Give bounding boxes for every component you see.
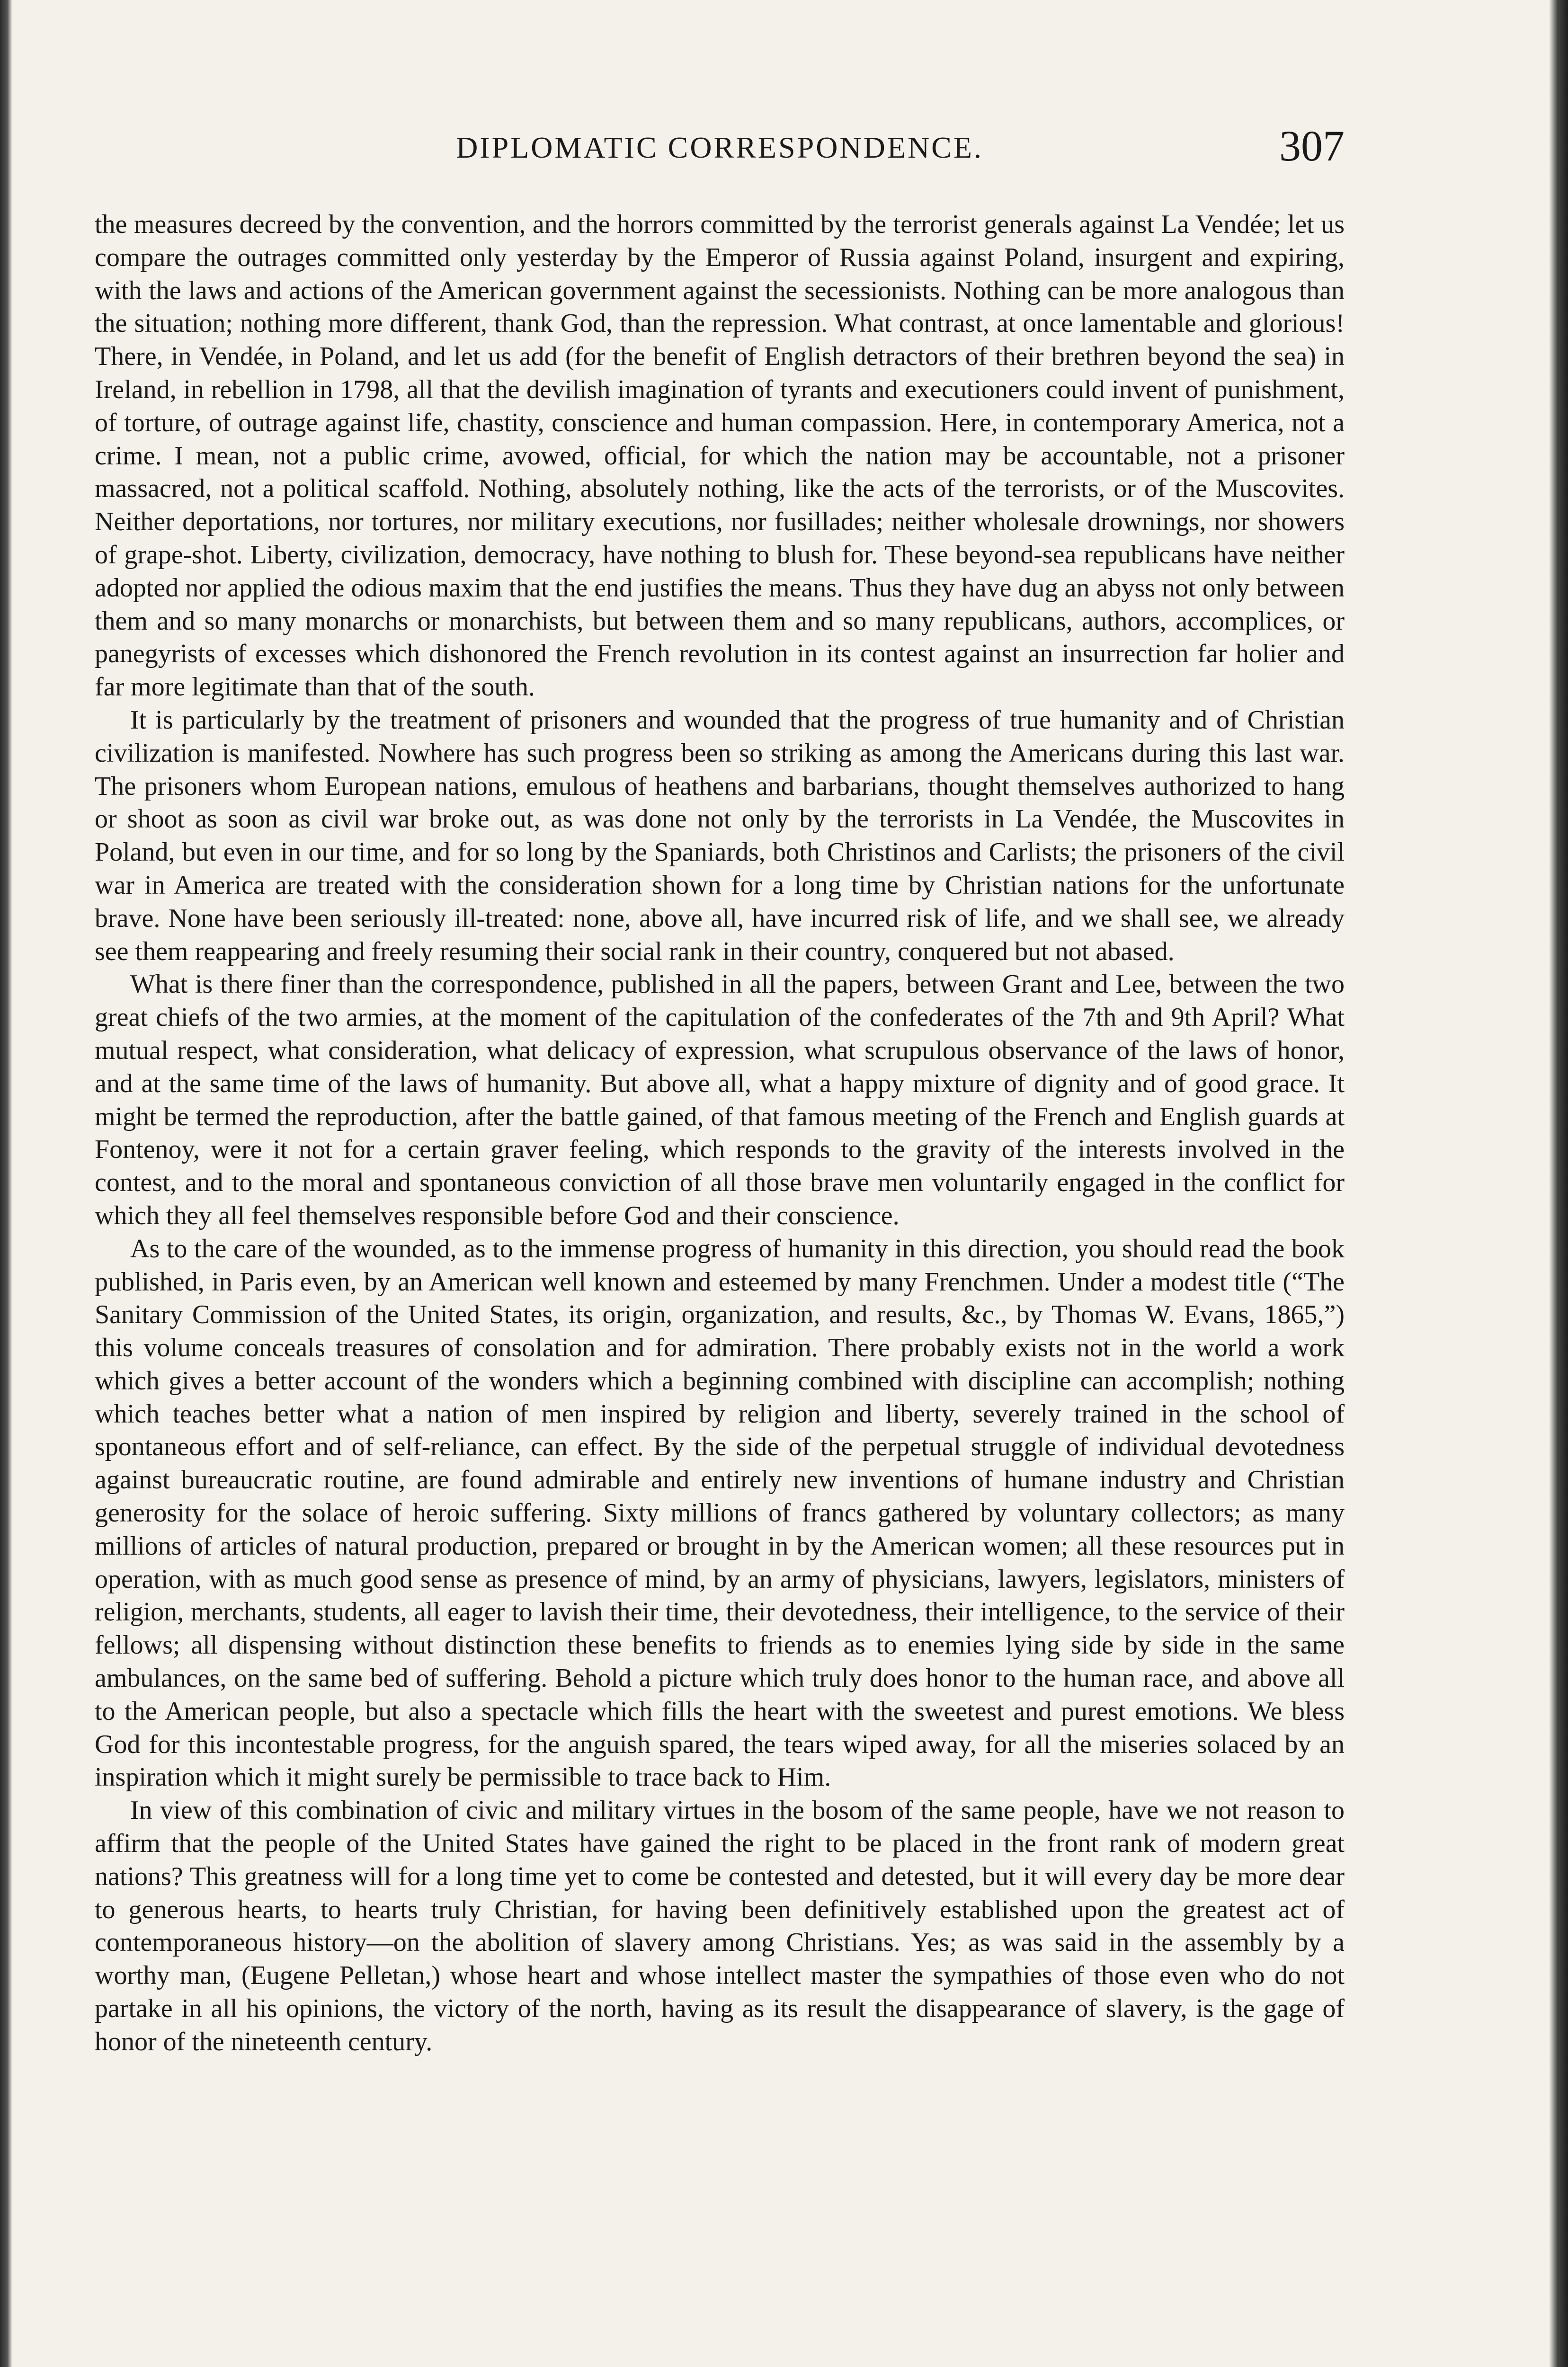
paragraph-2: It is particularly by the treatment of prisoners and wounded that the progress of true humanity and of Christian civilization is manifested. Nowhere has such progress been so striking as among the Americans during this last war. The prisoners whom European nations, emulous of heathens and barbarians, thought themselves authorized to hang or shoot as soon as civil war broke out, as was done not only by the terrorists in La Vendée, the Muscovites in Poland, but even in our time, and for so long by the Spaniards, both Christinos and Carlists; the prisoners of the civil war in America are treated with the consideration shown for a long time by Christian nations for the unfortunate brave. None have been seriously ill-treated: none, above all, have incurred risk of life, and we shall see, we already see them reappearing and freely resuming their social rank in their country, conquered but not abased.	[95, 705, 1345, 966]
paragraph-1: the measures decreed by the convention, and the horrors committed by the terrorist generals against La Vendée; let us compare the outrages committed only yesterday by the Emperor of Russia against Poland, insurgent and expiring, with the laws and actions of the American government against the secessionists. Nothing can be more analogous than the situation; nothing more different, thank God, than the repression. What contrast, at once lamentable and glorious! There, in Vendée, in Poland, and let us add (for the benefit of English detractors of their brethren beyond the sea) in Ireland, in rebellion in 1798, all that the devilish imagination of tyrants and executioners could invent of punishment, of torture, of outrage against life, chastity, conscience and human compassion. Here, in contemporary America, not a crime. I mean, not a public crime, avowed, official, for which the nation may be accountable, not a prisoner massacred, not a political scaffold. Nothing, absolutely nothing, like the acts of the terrorists, or of the Muscovites. Neither deportations, nor tortures, nor military executions, nor fusillades; neither wholesale drownings, nor showers of grape-shot. Liberty, civilization, democracy, have nothing to blush for. These beyond-sea republicans have neither adopted nor applied the odious maxim that the end justifies the means. Thus they have dug an abyss not only between them and so many monarchs or monarchists, but between them and so many republicans, authors, accomplices, or panegyrists of excesses which dishonored the French revolution in its contest against an insurrection far holier and far more legitimate than that of the south.	[95, 210, 1345, 702]
page-right-edge	[1549, 0, 1568, 2367]
page-header	[95, 121, 1345, 173]
running-head: DIPLOMATIC CORRESPONDENCE.	[456, 131, 983, 164]
body-text	[95, 208, 1345, 2334]
page-number: 307	[1279, 122, 1345, 170]
paragraph-4: As to the care of the wounded, as to the immense progress of humanity in this direction, you should read the book published, in Paris even, by an American well known and esteemed by many Frenchmen. Under a modest title (“The Sanitary Commission of the United States, its origin, organization, and results, &c., by Thomas W. Evans, 1865,”) this volume conceals treasures of consolation and for admiration. There probably exists not in the world a work which gives a better account of the wonders which a beginning combined with discipline can accomplish; nothing which teaches better what a nation of men inspired by religion and liberty, severely trained in the school of spontaneous effort and of self-reliance, can effect. By the side of the perpetual struggle of individual devotedness against bureaucratic routine, are found admirable and entirely new inventions of humane industry and Christian generosity for the solace of heroic suffering. Sixty millions of francs gathered by voluntary collectors; as many millions of articles of natural production, prepared or brought in by the American women; all these resources put in operation, with as much good sense as presence of mind, by an army of physicians, lawyers, legislators, ministers of religion, merchants, students, all eager to lavish their time, their devotedness, their intelligence, to the service of their fellows; all dispensing without distinction these benefits to friends as to enemies lying side by side in the same ambulances, on the same bed of suffering. Behold a picture which truly does honor to the human race, and above all to the American people, but also a spectacle which fills the heart with the sweetest and purest emotions. We bless God for this incontestable progress, for the anguish spared, the tears wiped away, for all the miseries solaced by an inspiration which it might surely be permissible to trace back to Him.	[95, 1234, 1345, 1792]
page-left-edge	[0, 0, 12, 2367]
paragraph-5: In view of this combination of civic and military virtues in the bosom of the same people, have we not reason to affirm that the people of the United States have gained the right to be placed in the front rank of modern great nations? This greatness will for a long time yet to come be contested and detested, but it will every day be more dear to generous hearts, to hearts truly Christian, for having been definitively established upon the greatest act of contemporaneous history—on the abolition of slavery among Christians. Yes; as was said in the assembly by a worthy man, (Eugene Pelletan,) whose heart and whose intellect master the sympathies of those even who do not partake in all his opinions, the victory of the north, having as its result the disappearance of slavery, is the gage of honor of the nineteenth century.	[95, 1796, 1345, 2056]
paragraph-3: What is there finer than the correspondence, published in all the papers, between Grant and Lee, between the two great chiefs of the two armies, at the moment of the capitulation of the confederates of the 7th and 9th April? What mutual respect, what consideration, what delicacy of expression, what scrupulous observance of the laws of honor, and at the same time of the laws of humanity. But above all, what a happy mixture of dignity and of good grace. It might be termed the reproduction, after the battle gained, of that famous meeting of the French and English guards at Fontenoy, were it not for a certain graver feeling, which responds to the gravity of the interests involved in the contest, and to the moral and spontaneous conviction of all those brave men voluntarily engaged in the conflict for which they all feel themselves responsible before God and their conscience.	[95, 970, 1345, 1230]
